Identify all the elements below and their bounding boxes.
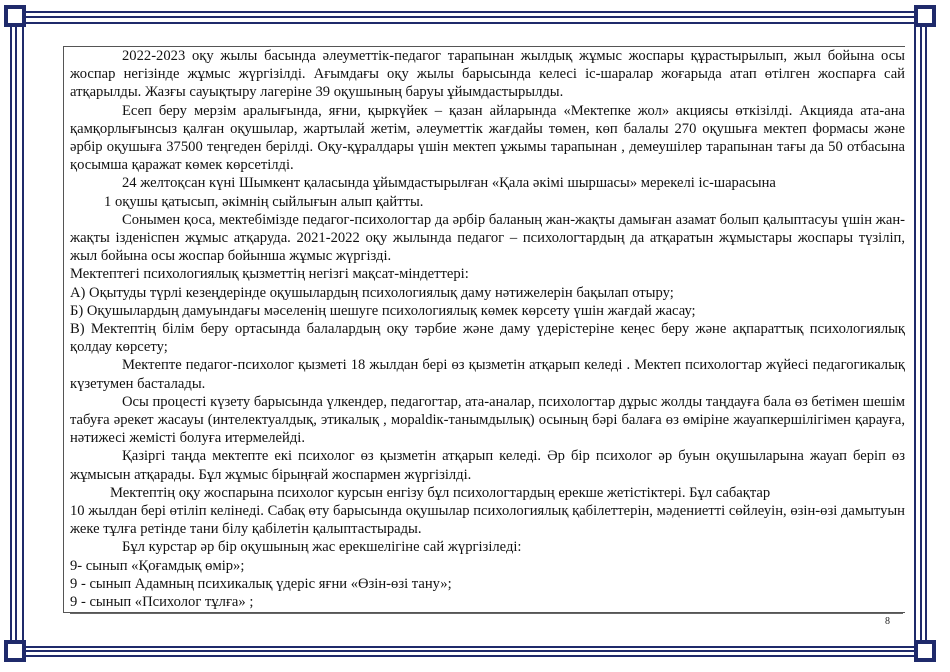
list-item-course-2: 9 - сынып Адамның психикалық үдеріс яғни «Өзін-өзі тану»;	[70, 575, 452, 592]
paragraph-two-psychologists: Қазіргі таңда мектепте екі психолог өз қызметін атқарып келеді. Әр бір психолог әр буын оқушыларына жауап беріп өз жұмысын атқарады. Бұл жұмыс бірыңғай жоспармен жүргізілді.	[70, 448, 905, 483]
border-corner-bottom-right	[914, 640, 936, 662]
list-item-course-3: 9 - сынып «Психолог тұлға» ;	[70, 594, 254, 611]
paragraph-new-year-event-cont: 1 оқушы қатысып, әкімнің сыйлығын алып қайтты.	[104, 193, 424, 210]
paragraph-new-year-event: 24 желтоқсан күні Шымкент қаласында ұйымдастырылған «Қала әкімі шыршасы» мерекелі іс-шарасына	[122, 175, 776, 192]
paragraph-curriculum-cont: 10 жылдан бері өтіліп келінеді. Сабақ өту барысында оқушылар психологиялық қабілеттерін, мәдениетті сөйлеуін, өзін-өзі дамытуын жеке тұлға ретінде тани білу қабілетін қалыптастырады.	[70, 503, 905, 538]
footer-rule	[70, 613, 903, 614]
paragraph-psychology-service: Мектепте педагог-психолог қызметі 18 жылдан бері өз қызметін атқарып келеді . Мектеп психологтар жүйесі педагогикалық күзетумен басталады.	[70, 357, 905, 392]
paragraph-school-road-campaign: Есеп беру мерзім аралығында, яғни, қыркүйек – қазан айларында «Мектепке жол» акциясы өткізілді. Акцияда ата-ана қамқорлығынсыз қалған оқушылар, жартылай жетім, әлеуметтік жағдайы төмен, көп балалы 270 оқушыға мектеп формасы және әрбір оқушыға 37500 теңгеден берілді. Оқу-құралдары үшін мектеп ұжымы тарапынан , демеушілер тарапынан тағы да 50 отбасына қосымша қаражат көмек көрсетілді.	[70, 102, 905, 174]
paragraph-goals-heading: Мектептегі психологиялық қызметтің негізгі мақсат-міндеттері:	[70, 266, 469, 283]
paragraph-monitoring: Осы процесті күзету барысында үлкендер, педагогтар, ата-аналар, психологтар дұрыс жолды таңдауға бала өз бетімен шешім табуға әрекет жасауы (интелектуалдық, этикалық , мораldік-танымдылық) осының бәрі балаға өз өміріне жауапкершілігімен қарауға, нәтижесі жемісті болуға итермелейді.	[70, 393, 905, 447]
paragraph-psychologists: Сонымен қоса, мектебімізде педагог-психологтар да әрбір баланың жан-жақты дамыған азамат болып қалыптасуы үшін жан-жақты ізденіспен жұмыс атқаруда. 2021-2022 оқу жылында педагог – психологтардың да атқаратын жұмыстары жоспары түзіліп, жыл бойына осы жоспар бойынша жұмыс жүргізді.	[70, 211, 905, 265]
list-item-course-1: 9- сынып «Қоғамдық өмір»;	[70, 557, 245, 574]
border-corner-top-right	[914, 5, 936, 27]
paragraph-curriculum: Мектептің оқу жоспарына психолог курсын енгізу бұл психологтардың ерекше жетістіктері. Бұл сабақтар	[110, 484, 771, 501]
border-corner-top-left	[4, 5, 26, 27]
list-item-goal-c: В) Мектептің білім беру ортасында балалардың оқу тәрбие және даму үдерістеріне кеңес беру және ақпараттық психологиялық қолдау көрсету;	[70, 321, 905, 356]
paragraph-annual-plan: 2022-2023 оқу жылы басында әлеуметтік-педагог тарапынан жылдық жұмыс жоспары құрастырылып, жыл бойына осы жоспар негізінде жұмыс жүргізілді. Ағымдағы оқу жылы барысында келесі іс-шаралар жоғарыда атап өтілген жоспарға сай атқарылды. Жазғы сауықтыру лагеріне 39 оқушының баруы ұйымдастырылды.	[70, 48, 905, 101]
paragraph-courses-intro: Бұл курстар әр бір оқушының жас ерекшелігіне сай жүргізіледі:	[122, 539, 522, 556]
list-item-goal-b: Б) Оқушылардың дамуындағы мәселенің шешуге психологиялық көмек көрсету үшін жағдай жасау;	[70, 302, 696, 319]
border-corner-bottom-left	[4, 640, 26, 662]
document-body	[63, 46, 905, 613]
page-number: 8	[885, 616, 890, 627]
list-item-goal-a: А) Оқытуды түрлі кезеңдерінде оқушылардың психологиялық даму нәтижелерін бақылап отыру;	[70, 284, 674, 301]
